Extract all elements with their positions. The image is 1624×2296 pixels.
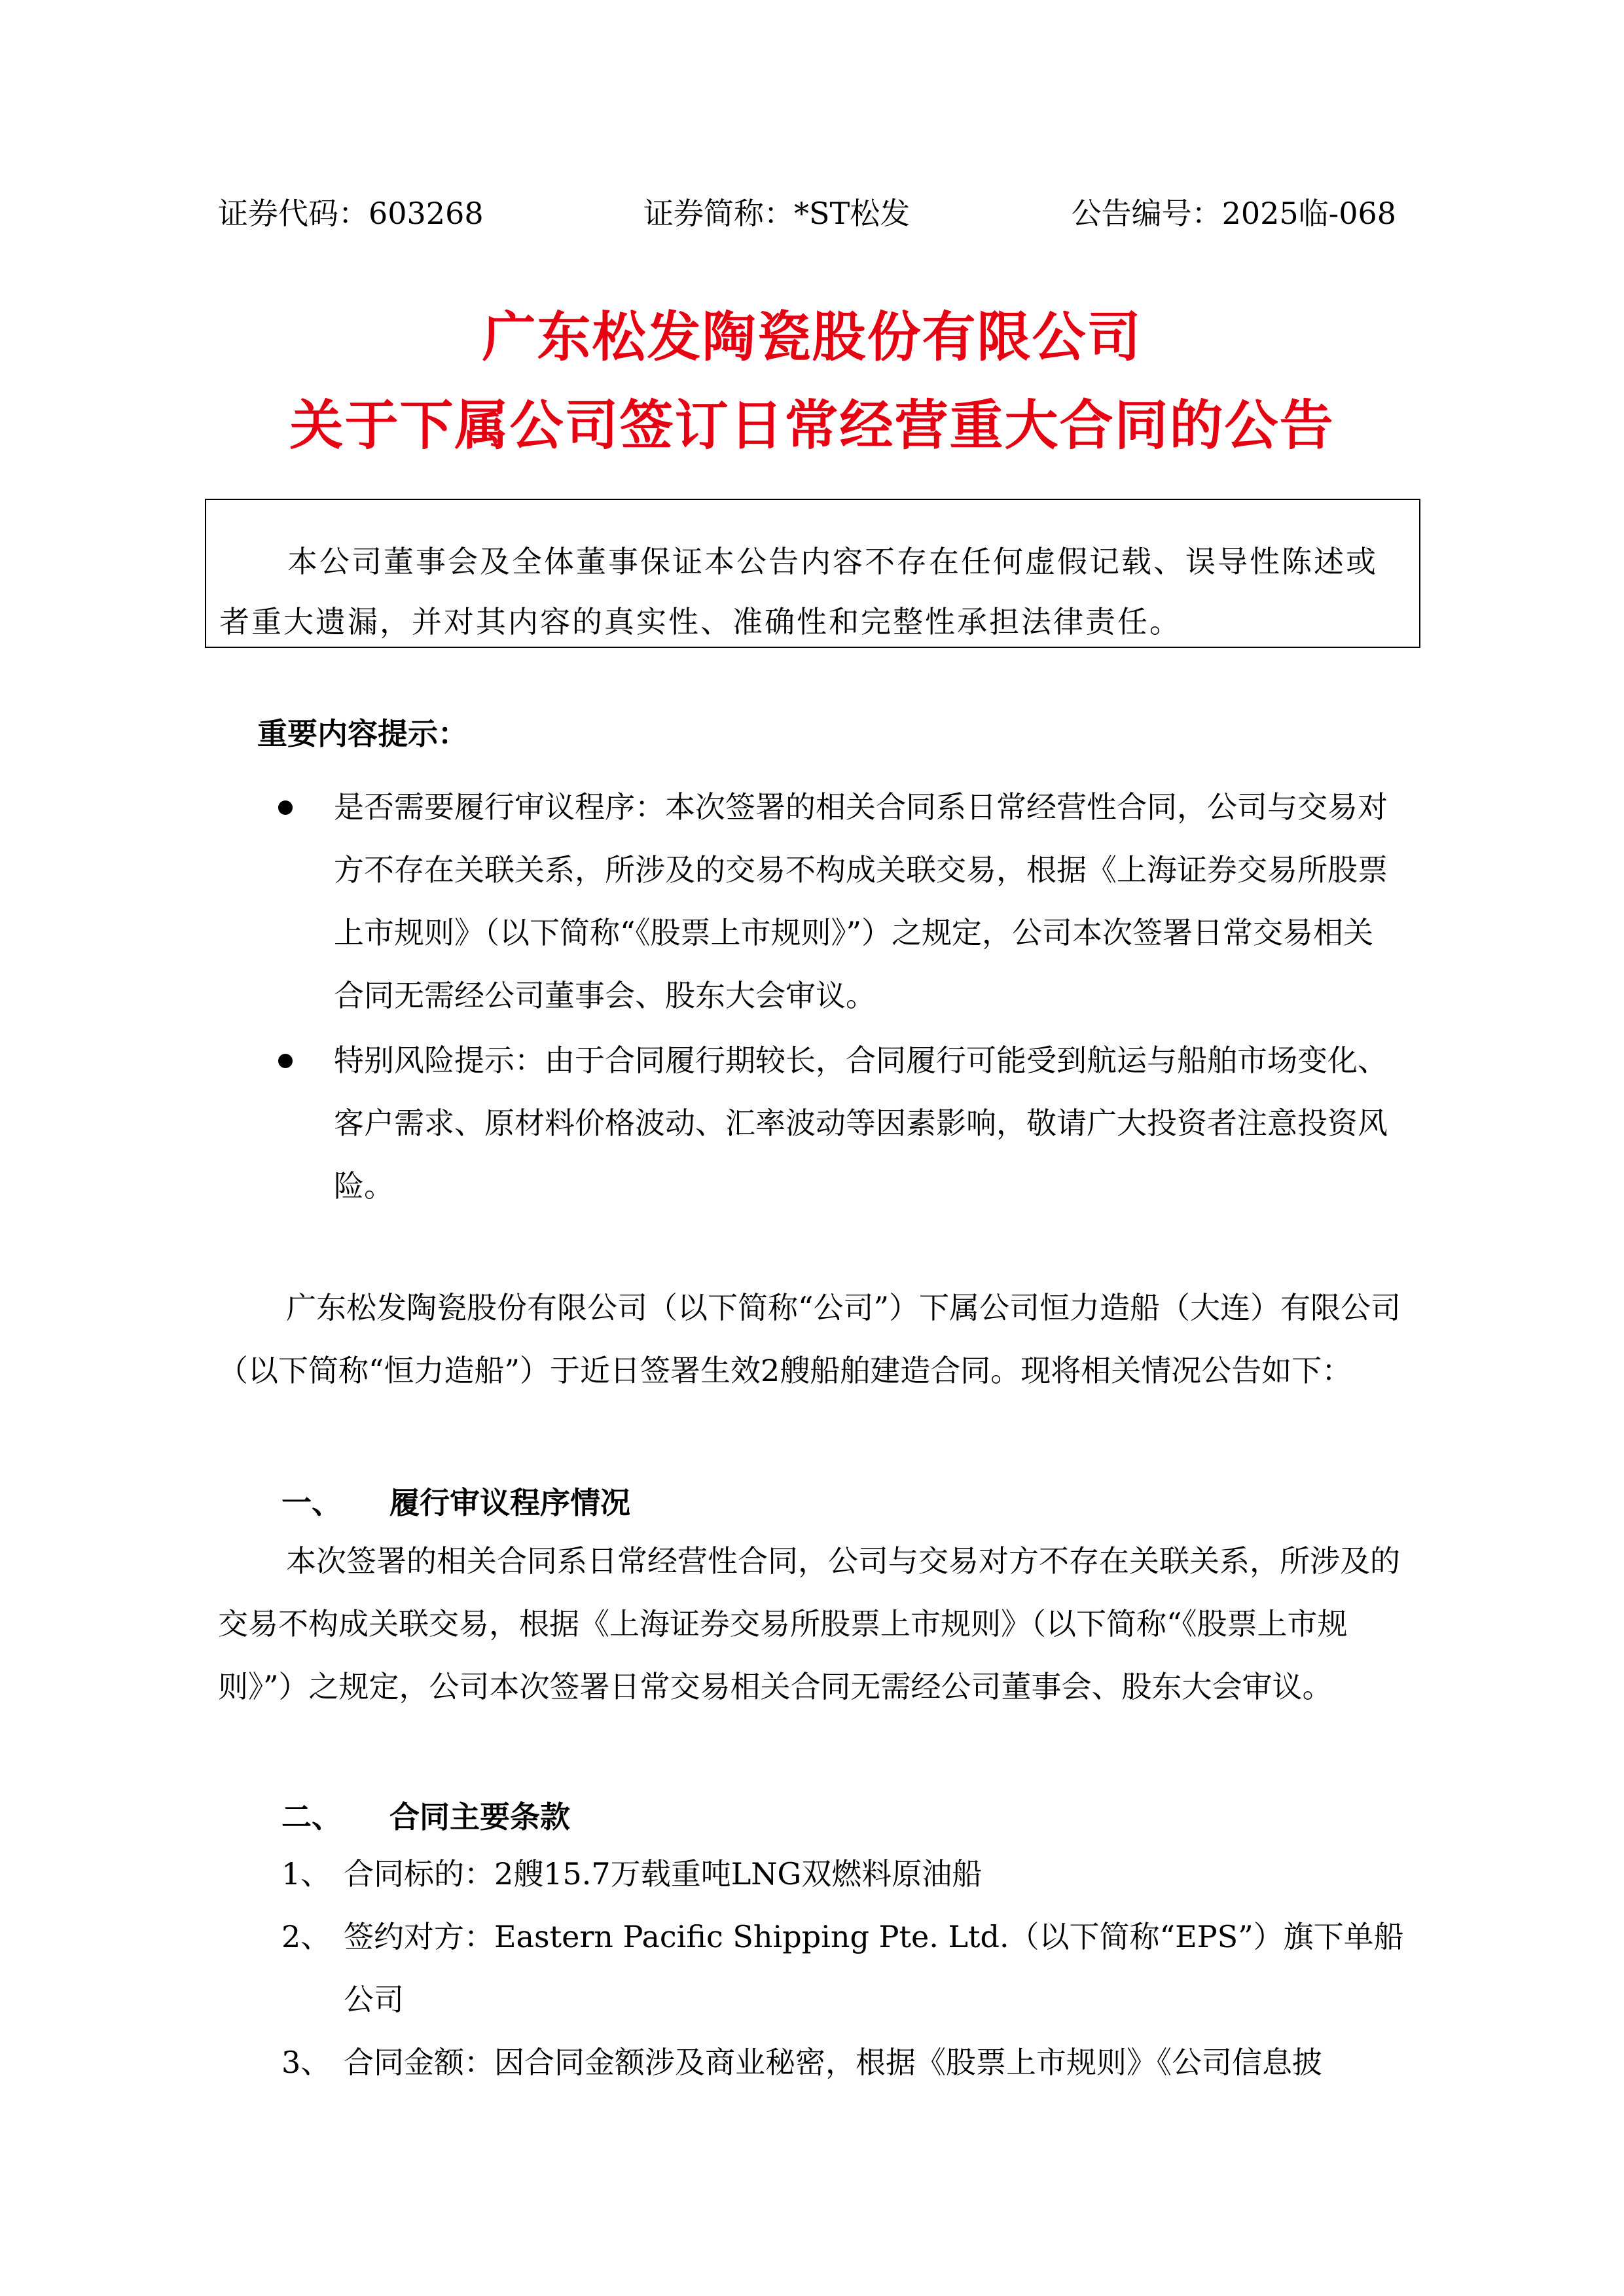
disclaimer-box xyxy=(205,499,1420,648)
company-title: 广东松发陶瓷股份有限公司 xyxy=(482,306,1142,368)
item-number: 2、 xyxy=(281,1919,331,1954)
section1-heading xyxy=(281,1479,630,1522)
key-point-2: 特别风险提示：由于合同履行期较长，合同履行可能受到航运与船舶市场变化、客户需求、原材料价格波动、汇率波动等因素影响，敬请广大投资者注意投资风险。 xyxy=(334,1043,1388,1204)
section2-title: 合同主要条款 xyxy=(389,1799,570,1835)
section1-number: 一、 xyxy=(281,1485,342,1520)
key-points-title: 重要内容提示： xyxy=(257,716,468,751)
item-number: 3、 xyxy=(281,2045,331,2080)
section2-number: 二、 xyxy=(281,1799,342,1835)
document-header xyxy=(218,190,1396,229)
stock-code: 证券代码：603268 xyxy=(218,196,484,231)
announcement-title: 关于下属公司签订日常经营重大合同的公告 xyxy=(289,395,1335,457)
disclaimer-text: 本公司董事会及全体董事保证本公告内容不存在任何虚假记载、误导性陈述或者重大遗漏，并对其内容的真实性、准确性和完整性承担法律责任。 xyxy=(219,544,1378,639)
notice-number: 公告编号：2025临-068 xyxy=(1071,196,1396,231)
section1-title: 履行审议程序情况 xyxy=(389,1485,630,1520)
item-number: 1、 xyxy=(281,1856,331,1892)
section2-heading xyxy=(281,1793,570,1837)
section1-body: 本次签署的相关合同系日常经营性合同，公司与交易对方不存在关联关系，所涉及的交易不构成关联交易，根据《上海证券交易所股票上市规则》（以下简称“《股票上市规则》”）之规定，公司本次签署日常交易相关合同无需经公司董事会、股东大会审议。 xyxy=(218,1543,1400,1704)
item-text: 签约对方：Eastern Pacific Shipping Pte. Ltd.（以下简称“EPS”）旗下单船公司 xyxy=(344,1919,1404,2017)
item-text: 合同金额：因合同金额涉及商业秘密，根据《股票上市规则》《公司信息披 xyxy=(344,2045,1322,2080)
stock-short-name: 证券简称：*ST松发 xyxy=(643,196,911,231)
intro-paragraph: 广东松发陶瓷股份有限公司（以下简称“公司”）下属公司恒力造船（大连）有限公司（以下简称“恒力造船”）于近日签署生效2艘船舶建造合同。现将相关情况公告如下： xyxy=(218,1290,1401,1388)
item-text: 合同标的：2艘15.7万载重吨LNG双燃料原油船 xyxy=(344,1856,983,1892)
bullet-icon xyxy=(278,1054,293,1068)
bullet-icon xyxy=(278,800,293,815)
key-point-1: 是否需要履行审议程序：本次签署的相关合同系日常经营性合同，公司与交易对方不存在关联关系，所涉及的交易不构成关联交易，根据《上海证券交易所股票上市规则》（以下简称“《股票上市规则》”）之规定，公司本次签署日常交易相关合同无需经公司董事会、股东大会审议。 xyxy=(334,789,1388,1013)
